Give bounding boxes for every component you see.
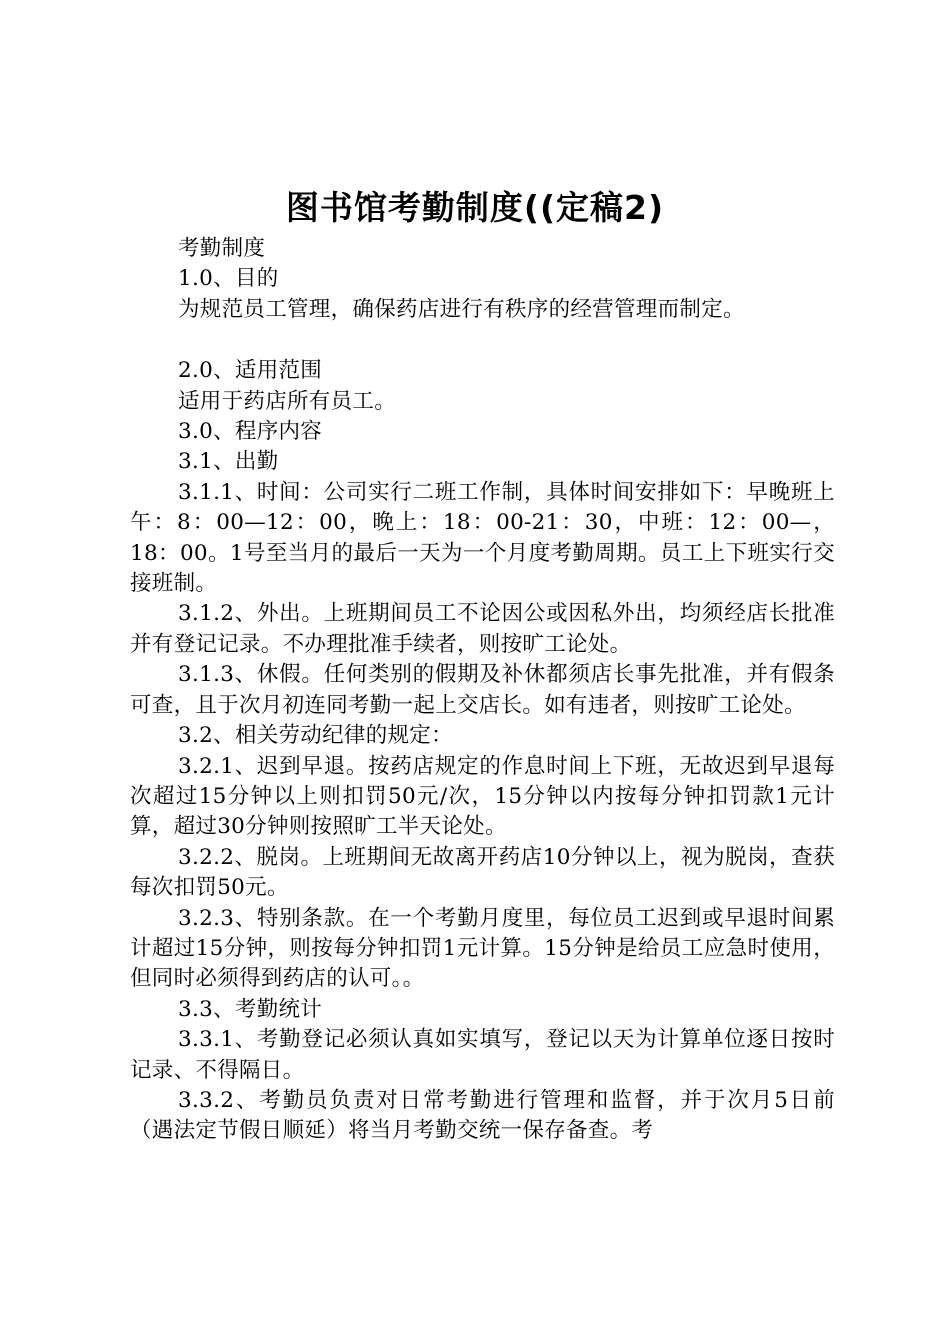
section-heading-attendance: 3.1、出勤 <box>178 449 279 475</box>
paragraph-registration: 3.3.1、考勤登记必须认真如实填写，登记以天为计算单位逐日按时记录、不得隔日。 <box>130 1027 835 1083</box>
paragraph-heading: 考勤制度 <box>178 236 266 261</box>
document-title: 图书馆考勤制度((定稿2) <box>285 188 665 227</box>
paragraph-outing: 3.1.2、外出。上班期间员工不论因公或因私外出，均须经店长批准并有登记记录。不办理批准手续者，则按旷工论处。 <box>130 601 835 657</box>
paragraph-leave: 3.1.3、休假。任何类别的假期及补休都须店长事先批准，并有假条可查，且于次月初连同考勤一起上交店长。如有违者，则按旷工论处。 <box>130 662 835 718</box>
paragraph-time: 3.1.1、时间：公司实行二班工作制，具体时间安排如下：早晚班上午：8：00—12：00，晚上：18：00-21：30，中班：12：00—，18：00。1号至当月的最后一天为一个月度考勤周期。员工上下班实行交接班制。 <box>130 479 835 597</box>
blank-line <box>130 325 835 356</box>
section-heading-discipline: 3.2、相关劳动纪律的规定： <box>178 723 453 749</box>
section-heading-purpose: 1.0、目的 <box>178 266 279 292</box>
paragraph-purpose: 为规范员工管理，确保药店进行有秩序的经营管理而制定。 <box>178 296 745 322</box>
document-body <box>130 234 835 1147</box>
paragraph-supervision: 3.3.2、考勤员负责对日常考勤进行管理和监督，并于次月5日前（遇法定节假日顺延）将当月考勤交统一保存备查。考 <box>130 1087 835 1144</box>
section-heading-statistics: 3.3、考勤统计 <box>178 996 323 1022</box>
paragraph-late: 3.2.1、迟到早退。按药店规定的作息时间上下班，无故迟到早退每次超过15分钟以上则扣罚50元/次，15分钟以内按每分钟扣罚款1元计算，超过30分钟则按照旷工半天论处。 <box>130 753 835 840</box>
paragraph-scope: 适用于药店所有员工。 <box>178 388 397 414</box>
section-heading-scope: 2.0、适用范围 <box>178 358 323 384</box>
paragraph-special: 3.2.3、特别条款。在一个考勤月度里，每位员工迟到或早退时间累计超过15分钟，则按每分钟扣罚1元计算。15分钟是给员工应急时使用，但同时必须得到药店的认可。。 <box>130 905 835 992</box>
paragraph-absence: 3.2.2、脱岗。上班期间无故离开药店10分钟以上，视为脱岗，查获每次扣罚50元。 <box>130 844 835 901</box>
section-heading-procedure: 3.0、程序内容 <box>178 419 323 445</box>
